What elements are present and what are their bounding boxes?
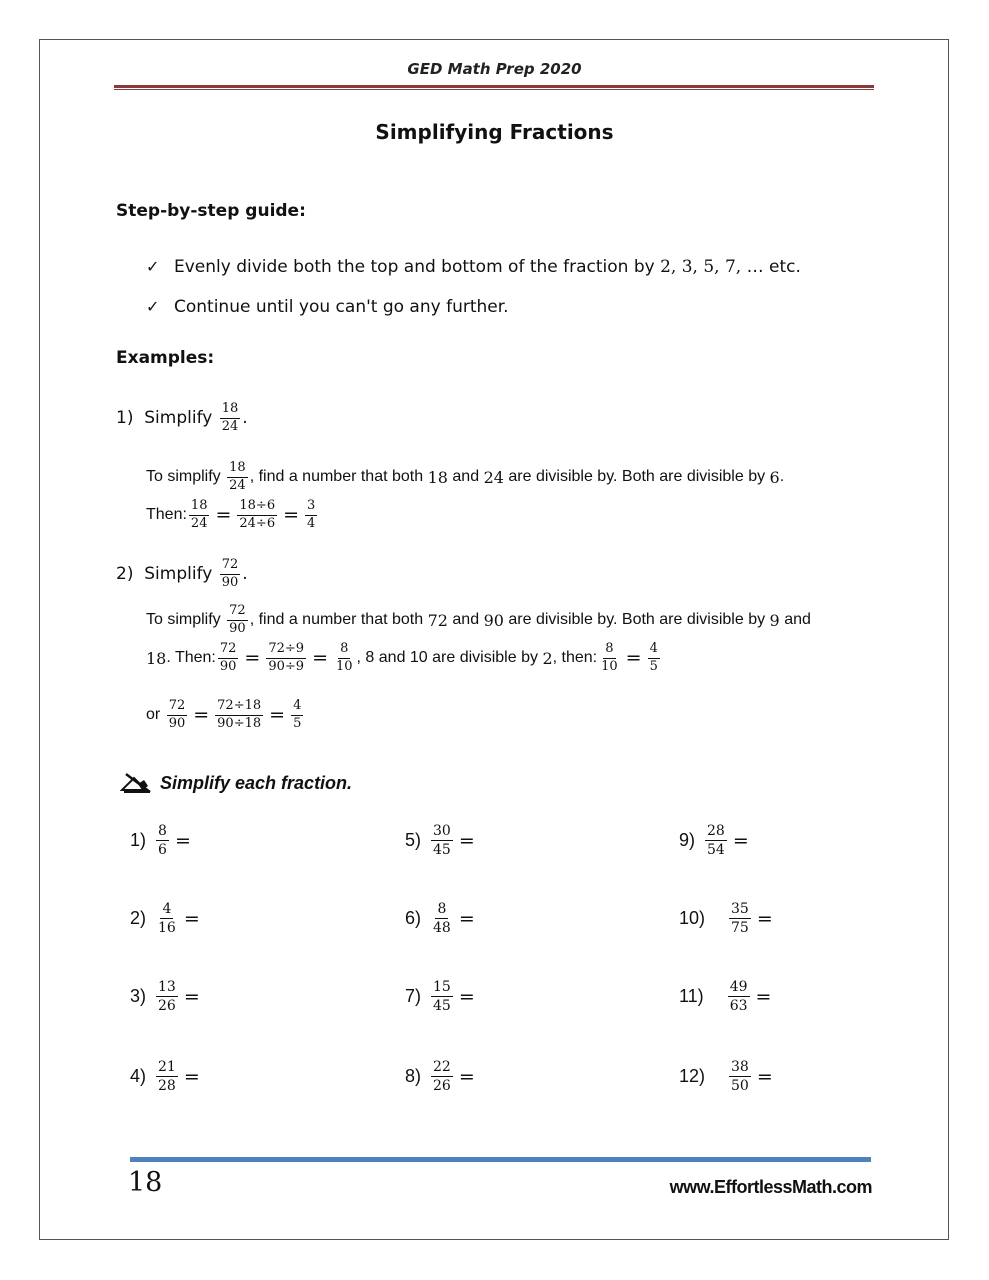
fraction: $\frac{3}{4}$ [307,498,316,531]
fraction: $\frac{4}{5}$ [293,698,302,731]
example-2-line-2: 18 . Then: $\frac{72}{90}$ = $\frac{72\div 9}{90\div 9}$ = $\frac{8}{10}$ , 8 and 10 are divisible by 2 , then: $\frac{8}{10}$ = $\frac{4}{5}$ [146,641,658,674]
checkmark-icon: ✓ [146,297,160,316]
problem-item [679,979,775,1014]
fraction: $\frac{72}{90}$ [219,641,237,674]
problem-item [679,901,777,936]
fraction: $\frac{4}{5}$ [649,641,658,674]
examples-heading: Examples: [116,348,215,368]
fraction: $\frac{49}{63}$ [729,979,748,1015]
example-1-title: 1) Simplify $\frac{18}{24}$ . [116,401,248,434]
problem-item [130,979,204,1014]
fraction: $\frac{72\div 9}{90\div 9}$ [268,641,305,674]
fraction: $\frac{72}{90}$ [229,603,246,636]
equals-sign: = [174,829,191,852]
equals-sign: = [458,829,475,852]
header-rule-thin [114,89,874,90]
problem-label: 5) [405,830,422,851]
page-title: Simplifying Fractions [375,120,614,144]
problem-label: 12) [679,1066,706,1087]
fraction: $\frac{8}{10}$ [601,641,618,674]
fraction: $\frac{21}{28}$ [158,1059,176,1095]
fraction: $\frac{8}{6}$ [158,823,167,859]
fraction: $\frac{72}{90}$ [168,698,186,731]
problem-label: 4) [130,1066,147,1087]
fraction: $\frac{28}{54}$ [707,823,725,859]
problem-item [679,823,753,858]
exercise-instruction: Simplify each fraction. [120,770,352,796]
problem-label: 6) [405,908,422,929]
problem-item [405,1059,479,1094]
problem-label: 3) [130,986,147,1007]
problem-label: 1) [130,830,147,851]
fraction: $\frac{22}{26}$ [433,1059,451,1095]
fraction: $\frac{4}{16}$ [158,901,176,937]
equals-sign: = [755,985,772,1008]
equals-sign: = [183,985,200,1008]
example-2-line-3: or $\frac{72}{90}$ = $\frac{72\div 18}{90\div 18}$ = $\frac{4}{5}$ [146,698,302,731]
guide-bullet-2: ✓ Continue until you can't go any further. [146,297,509,317]
example-1-line-1: To simplify $\frac{18}{24}$ , find a number that both 18 and 24 are divisible by. Both are divisible by 6 . [146,460,785,493]
problem-item [130,901,204,936]
example-1-line-2: Then: $\frac{18}{24}$ = $\frac{18\div 6}{24\div 6}$ = $\frac{3}{4}$ [146,498,316,531]
running-header: GED Math Prep 2020 [407,60,582,78]
fraction: $\frac{35}{75}$ [731,901,749,937]
equals-sign: = [458,907,475,930]
problem-item [130,1059,204,1094]
guide-heading: Step-by-step guide: [116,201,306,221]
equals-sign: = [183,907,200,930]
problem-label: 8) [405,1066,422,1087]
example-2-title: 2) Simplify $\frac{72}{90}$ . [116,557,248,590]
fraction: $\frac{38}{50}$ [731,1059,749,1095]
problem-label: 2) [130,908,147,929]
fraction: $\frac{72\div 18}{90\div 18}$ [217,698,262,731]
checkmark-icon: ✓ [146,257,160,276]
guide-bullet-1: ✓ Evenly divide both the top and bottom of the fraction by 2, 3, 5, 7, … etc. [146,257,801,277]
example-2-line-1: To simplify $\frac{72}{90}$ , find a number that both 72 and 90 are divisible by. Both are divisible by 9 and [146,603,811,636]
problem-item [130,823,195,858]
footer-rule [130,1157,871,1162]
fraction: $\frac{72}{90}$ [221,557,239,590]
header-rule [114,85,874,88]
problem-item [405,979,479,1014]
fraction: $\frac{18\div 6}{24\div 6}$ [239,498,276,531]
page-number: 18 [128,1167,163,1198]
fraction: $\frac{18}{24}$ [221,401,239,434]
fraction: $\frac{15}{45}$ [433,979,451,1015]
problem-item [405,901,479,936]
problem-item [405,823,479,858]
problem-label: 11) [679,986,704,1007]
equals-sign: = [458,1065,475,1088]
problem-label: 7) [405,986,422,1007]
problem-label: 9) [679,830,696,851]
fraction: $\frac{18}{24}$ [229,460,246,493]
equals-sign: = [732,829,749,852]
equals-sign: = [756,907,773,930]
pencil-paper-icon [120,770,154,796]
equals-sign: = [183,1065,200,1088]
problem-item [679,1059,777,1094]
website-link[interactable]: www.EffortlessMath.com [669,1177,872,1197]
fraction: $\frac{13}{26}$ [158,979,176,1015]
problem-label: 10) [679,908,706,929]
fraction: $\frac{8}{48}$ [433,901,451,937]
fraction: $\frac{8}{10}$ [335,641,353,674]
equals-sign: = [458,985,475,1008]
fraction: $\frac{18}{24}$ [190,498,208,531]
equals-sign: = [756,1065,773,1088]
fraction: $\frac{30}{45}$ [433,823,451,859]
